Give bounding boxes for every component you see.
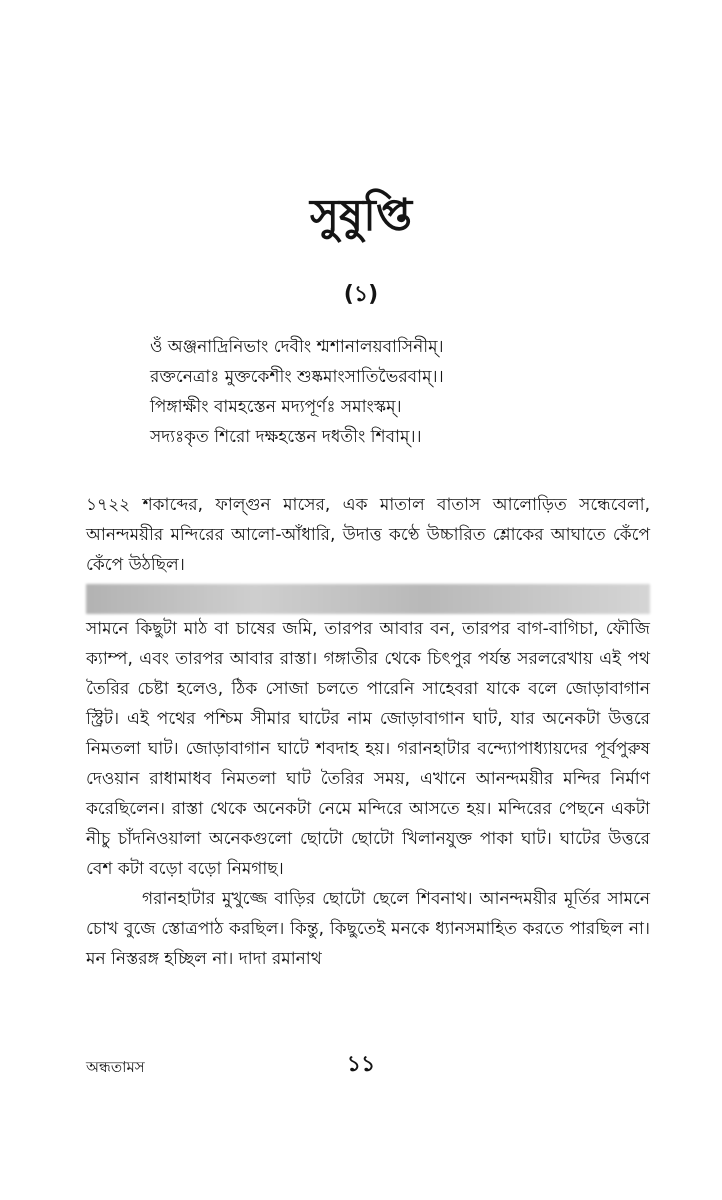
running-footer-title: অন্ধতামস (86, 1058, 145, 1076)
verse-block (150, 332, 670, 452)
verse-line: সদ্যঃকৃত শিরো দক্ষহস্তেন দধতীং শিবাম্।। (150, 427, 422, 447)
smudged-line (86, 584, 650, 614)
page-number: ১১ (346, 1052, 376, 1077)
chapter-title: সুষুপ্তি (309, 190, 413, 241)
body-text (86, 490, 650, 974)
section-number: (১) (343, 282, 379, 307)
paragraph: ১৭২২ শকাব্দের, ফাল্গুন মাসের, এক মাতাল বাতাস আলোড়িত সন্ধেবেলা, আনন্দময়ীর মন্দিরের আলো-আঁধারি, উদাত্ত কণ্ঠে উচ্চারিত শ্লোকের আঘাতে কেঁপে কেঁপে উঠছিল। (86, 495, 650, 575)
paragraph: সামনে কিছুটা মাঠ বা চাষের জমি, তারপর আবার বন, তারপর বাগ-বাগিচা, ফৌজি ক্যাম্প, এবং তারপর আবার রাস্তা। গঙ্গাতীর থেকে চিৎপুর পর্যন্ত সরলরেখায় এই পথ তৈরির চেষ্টা হলেও, ঠিক সোজা চলতে পারেনি সাহেবরা যাকে বলে জোড়াবাগান স্ট্রিট। এই পথের পশ্চিম সীমার ঘাটের নাম জোড়াবাগান ঘাট, যার অনেকটা উত্তরে নিমতলা ঘাট। জোড়াবাগান ঘাটে শবদাহ হয়। গরানহাটার বন্দ্যোপাধ্যায়দের পূর্বপুরুষ দেওয়ান রাধামাধব নিমতলা ঘাট তৈরির সময়, এখানে আনন্দময়ীর মন্দির নির্মাণ করেছিলেন। রাস্তা থেকে অনেকটা নেমে মন্দিরে আসতে হয়। মন্দিরের পেছনে একটা নীচু চাঁদনিওয়ালা অনেকগুলো ছোটো ছোটো খিলানযুক্ত পাকা ঘাট। ঘাটের উত্তরে বেশ কটা বড়ো বড়ো নিমগাছ। (86, 619, 650, 879)
verse-line: ওঁ অঞ্জনাদ্রিনিভাং দেবীং শ্মশানালয়বাসিনীম্। (150, 337, 444, 357)
verse-line: পিঙ্গাক্ষীং বামহস্তেন মদ্যপূর্ণঃ সমাংস্কম্। (150, 397, 402, 417)
paragraph: গরানহাটার মুখুজ্জে বাড়ির ছোটো ছেলে শিবনাথ। আনন্দময়ীর মূর্তির সামনে চোখ বুজে স্তোত্রপাঠ করছিল। কিন্তু, কিছুতেই মনকে ধ্যানসমাহিত করতে পারছিল না। মন নিস্তরঙ্গ হচ্ছিল না। দাদা রমানাথ (86, 889, 650, 969)
verse-line: রক্তনেত্রাঃ মুক্তকেশীং শুষ্কমাংসাতিভৈরবাম্।। (150, 367, 444, 387)
